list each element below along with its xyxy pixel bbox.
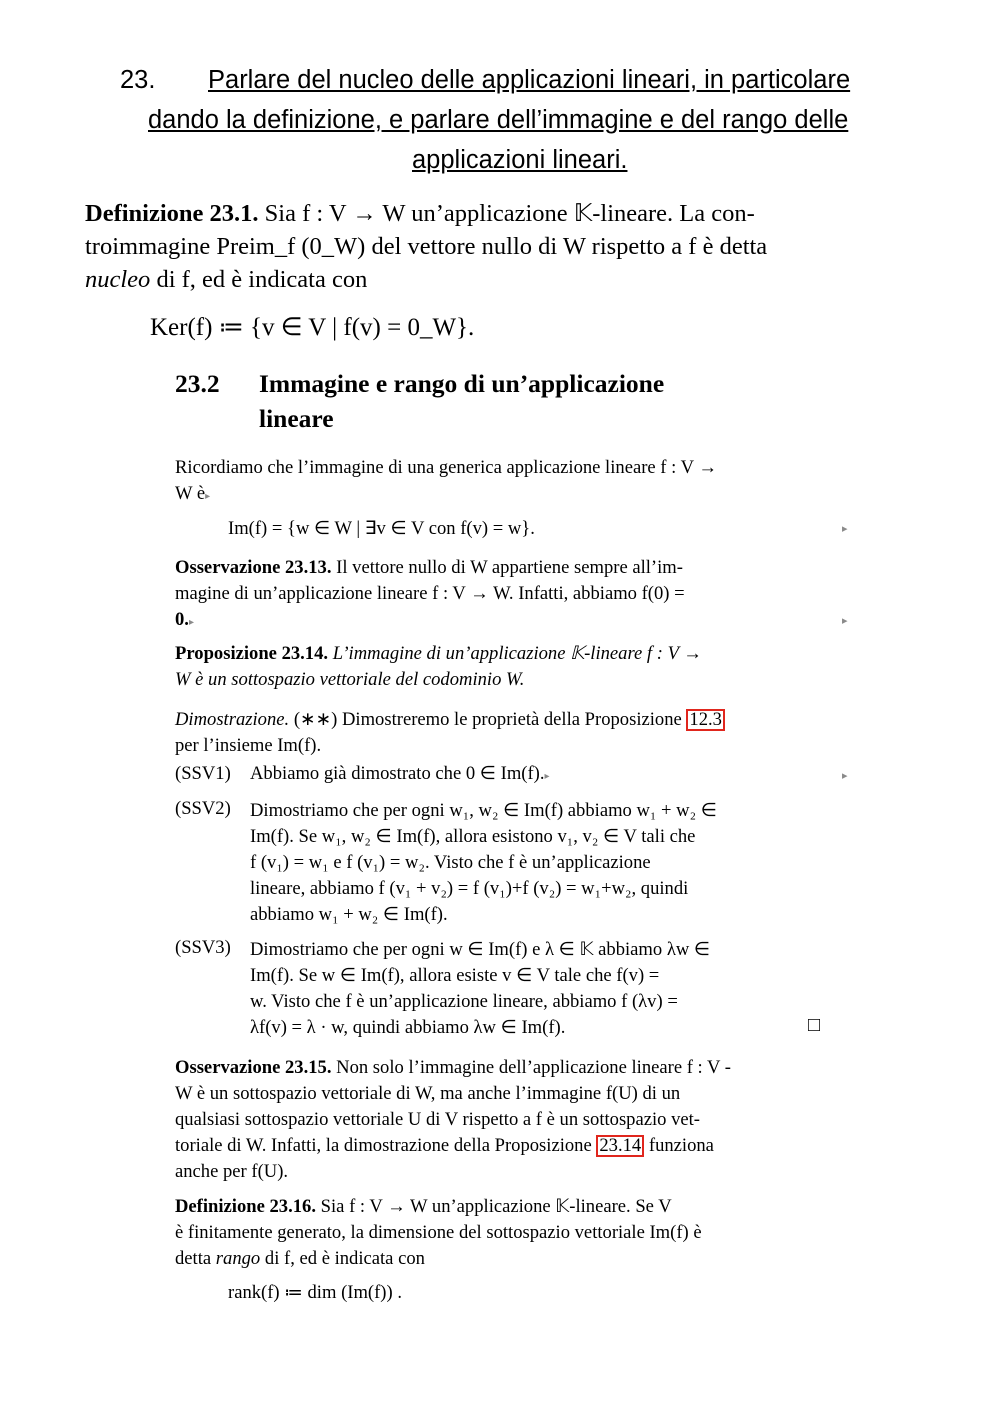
proof: Dimostrazione. (∗∗) Dimostreremo le proprietà della Proposizione 12.3 per l’insieme Im(f). — [175, 707, 827, 759]
ssv2-label: (SSV2) — [175, 798, 231, 819]
ssv1-text: Abbiamo già dimostrato che 0 ∈ Im(f).▸ — [250, 763, 550, 784]
ssv1-label: (SSV1) — [175, 763, 231, 784]
kernel-formula: Ker(f) ≔ {v ∈ V | f(v) = 0_W}. — [150, 314, 475, 341]
reference-link-23-14[interactable]: 23.14 — [596, 1135, 644, 1157]
proof-label: Dimostrazione. — [175, 709, 290, 730]
prop14-label: Proposizione 23.14. — [175, 643, 329, 664]
observation-23-13: Osservazione 23.13. Il vettore nullo di W appartiene sempre all’im- magine di un’applicazione lineare f : V → W. Infatti, abbiamo f(0) = 0.▸ — [175, 557, 685, 630]
question-title-line-2: dando la definizione, e parlare dell’immagine e del rango delle — [148, 106, 849, 134]
rank-formula: rank(f) ≔ dim (Im(f)) . — [228, 1282, 402, 1303]
def1-line-2: troimmagine Preim_f (0_W) del vettore nullo di W rispetto a f è detta — [85, 233, 768, 260]
def16-label: Definizione 23.16. — [175, 1196, 316, 1217]
def1-label: Definizione 23.1. — [85, 200, 259, 227]
ssv3-text: Dimostriamo che per ogni w ∈ Im(f) e λ ∈ 𝕂 abbiamo λw ∈ Im(f). Se w ∈ Im(f), allora esiste v ∈ V tale che f(v) = w. Visto che f è un’applicazione lineare, abbiamo f (λv) = λf(v) = λ · w, quindi abbiamo λw ∈ Im(f). — [250, 939, 711, 1038]
section-number: 23.2 — [175, 369, 220, 398]
oss13-label: Osservazione 23.13. — [175, 557, 332, 578]
reference-link-12-3[interactable]: 12.3 — [686, 709, 725, 731]
qed-symbol: □ — [808, 1014, 821, 1036]
observation-23-15: Osservazione 23.15. Non solo l’immagine dell’applicazione lineare f : V - W è un sottospazio vettoriale di W, ma anche l’immagine f(U) di un qualsiasi sottospazio vettoriale U di V rispetto a f è un sottospazio vet- toriale di W. Infatti, la dimostrazione della Proposizione 23.14 funziona anche per f(U). — [175, 1057, 731, 1182]
oss15-label: Osservazione 23.15. — [175, 1057, 332, 1078]
def1-line-3: nucleo di f, ed è indicata con — [85, 266, 368, 293]
ssv2-text: Dimostriamo che per ogni w₁, w₂ ∈ Im(f) abbiamo w₁ + w₂ ∈ Im(f). Se w₁, w₂ ∈ Im(f), allora esistono v₁, v₂ ∈ V tali che f (v₁) = w₁ e f (v₁) = w₂. Visto che f è un’applicazione lineare, abbiamo f (v₁ + v₂) = f (v₁)+f (v₂) = w₁+w₂, quindi abbiamo w₁ + w₂ ∈ Im(f). — [250, 800, 717, 925]
image-formula: Im(f) = {w ∈ W | ∃v ∈ V con f(v) = w}. — [228, 518, 535, 539]
margin-marker: ▸ — [842, 770, 848, 782]
question-title-line-1: 23. Parlare del nucleo delle applicazioni lineari, in particolare — [120, 60, 920, 100]
section-title-line-2: lineare — [259, 404, 334, 433]
proposition-23-14: Proposizione 23.14. L’immagine di un’applicazione 𝕂-lineare f : V → W è un sottospazio vettoriale del codominio W. — [175, 643, 702, 690]
section-title-line-1: Immagine e rango di un’applicazione — [259, 369, 665, 398]
def16-term: rango — [215, 1248, 261, 1269]
margin-marker: ▸ — [842, 615, 848, 627]
def1-line-1: Definizione 23.1. Sia f : V → W un’applicazione 𝕂-lineare. La con- — [85, 200, 755, 227]
def1-term: nucleo — [85, 266, 151, 293]
question-number: 23. — [120, 66, 156, 94]
intro-paragraph: Ricordiamo che l’immagine di una generica applicazione lineare f : V → W è▸ — [175, 457, 717, 504]
ssv3-label: (SSV3) — [175, 937, 231, 958]
definition-23-1 — [85, 197, 917, 296]
question-title-line-3: applicazioni lineari. — [412, 146, 628, 174]
definition-23-16: Definizione 23.16. Sia f : V → W un’applicazione 𝕂-lineare. Se V è finitamente generato, la dimensione del sottospazio vettoriale Im(f) è detta rango di f, ed è indicata con — [175, 1196, 702, 1269]
margin-marker: ▸ — [842, 523, 848, 535]
